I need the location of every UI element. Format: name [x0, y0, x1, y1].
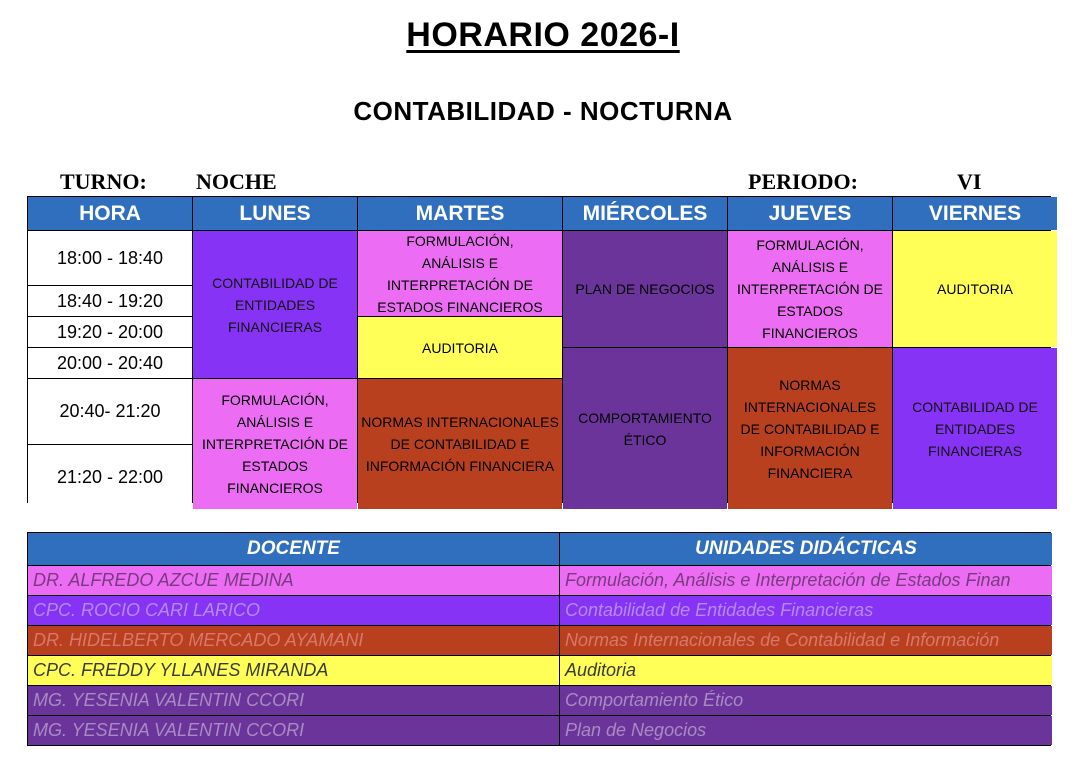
legend-docente: DR. ALFREDO AZCUE MEDINA	[28, 566, 559, 595]
turno-label: TURNO:	[60, 169, 147, 194]
class-block-martes-1: FORMULACIÓN, ANÁLISIS E INTERPRETACIÓN DE ESTADOS FINANCIEROS	[358, 231, 562, 316]
time-slot: 18:40 - 19:20	[28, 286, 192, 316]
legend-header-unidades: UNIDADES DIDÁCTICAS	[560, 533, 1052, 565]
legend-unidad: Plan de Negocios	[560, 716, 1052, 745]
periodo-label: PERIODO:	[748, 169, 858, 194]
legend-docente: DR. HIDELBERTO MERCADO AYAMANI	[28, 626, 559, 655]
legend-docente: CPC. FREDDY YLLANES MIRANDA	[28, 656, 559, 685]
legend-unidad: Auditoria	[560, 656, 1052, 685]
header-jueves: JUEVES	[728, 197, 892, 230]
class-block-jueves-1: FORMULACIÓN, ANÁLISIS E INTERPRETACIÓN DE ESTADOS FINANCIEROS	[728, 231, 892, 347]
legend-docente: MG. YESENIA VALENTIN CCORI	[28, 716, 559, 745]
header-lunes: LUNES	[193, 197, 357, 230]
time-slot: 20:40- 21:20	[28, 379, 192, 444]
legend-unidad: Normas Internacionales de Contabilidad e Información	[560, 626, 1052, 655]
time-slot: 20:00 - 20:40	[28, 348, 192, 378]
class-block-martes-3: NORMAS INTERNACIONALES DE CONTABILIDAD E INFORMACIÓN FINANCIERA	[358, 379, 562, 509]
legend-docente: CPC. ROCIO CARI LARICO	[28, 596, 559, 625]
header-martes: MARTES	[358, 197, 562, 230]
class-block-viernes-1: AUDITORIA	[893, 231, 1057, 347]
time-slot: 18:00 - 18:40	[28, 231, 192, 285]
time-slot: 19:20 - 20:00	[28, 317, 192, 347]
class-block-miercoles-1: PLAN DE NEGOCIOS	[563, 231, 727, 347]
time-slot: 21:20 - 22:00	[28, 445, 192, 509]
header-hora: HORA	[28, 197, 192, 230]
teacher-legend-table	[27, 532, 1051, 746]
page-subtitle: CONTABILIDAD - NOCTURNA	[353, 96, 733, 126]
class-block-martes-2: AUDITORIA	[358, 317, 562, 378]
schedule-table	[27, 196, 1051, 503]
header-viernes: VIERNES	[893, 197, 1057, 230]
page-title: HORARIO 2026-I	[406, 16, 680, 54]
legend-unidad: Comportamiento Ético	[560, 686, 1052, 715]
class-block-lunes-2: FORMULACIÓN, ANÁLISIS E INTERPRETACIÓN DE ESTADOS FINANCIEROS	[193, 379, 357, 509]
class-block-miercoles-2: COMPORTAMIENTO ÉTICO	[563, 348, 727, 509]
legend-docente: MG. YESENIA VALENTIN CCORI	[28, 686, 559, 715]
legend-header-docente: DOCENTE	[28, 533, 559, 565]
class-block-viernes-2: CONTABILIDAD DE ENTIDADES FINANCIERAS	[893, 348, 1057, 509]
legend-unidad: Contabilidad de Entidades Financieras	[560, 596, 1052, 625]
turno-value: NOCHE	[196, 169, 277, 194]
class-block-jueves-2: NORMAS INTERNACIONALES DE CONTABILIDAD E INFORMACIÓN FINANCIERA	[728, 348, 892, 509]
legend-unidad: Formulación, Análisis e Interpretación de Estados Finan	[560, 566, 1052, 595]
header-miercoles: MIÉRCOLES	[563, 197, 727, 230]
periodo-value: VI	[957, 169, 982, 194]
class-block-lunes-1: CONTABILIDAD DE ENTIDADES FINANCIERAS	[193, 231, 357, 378]
